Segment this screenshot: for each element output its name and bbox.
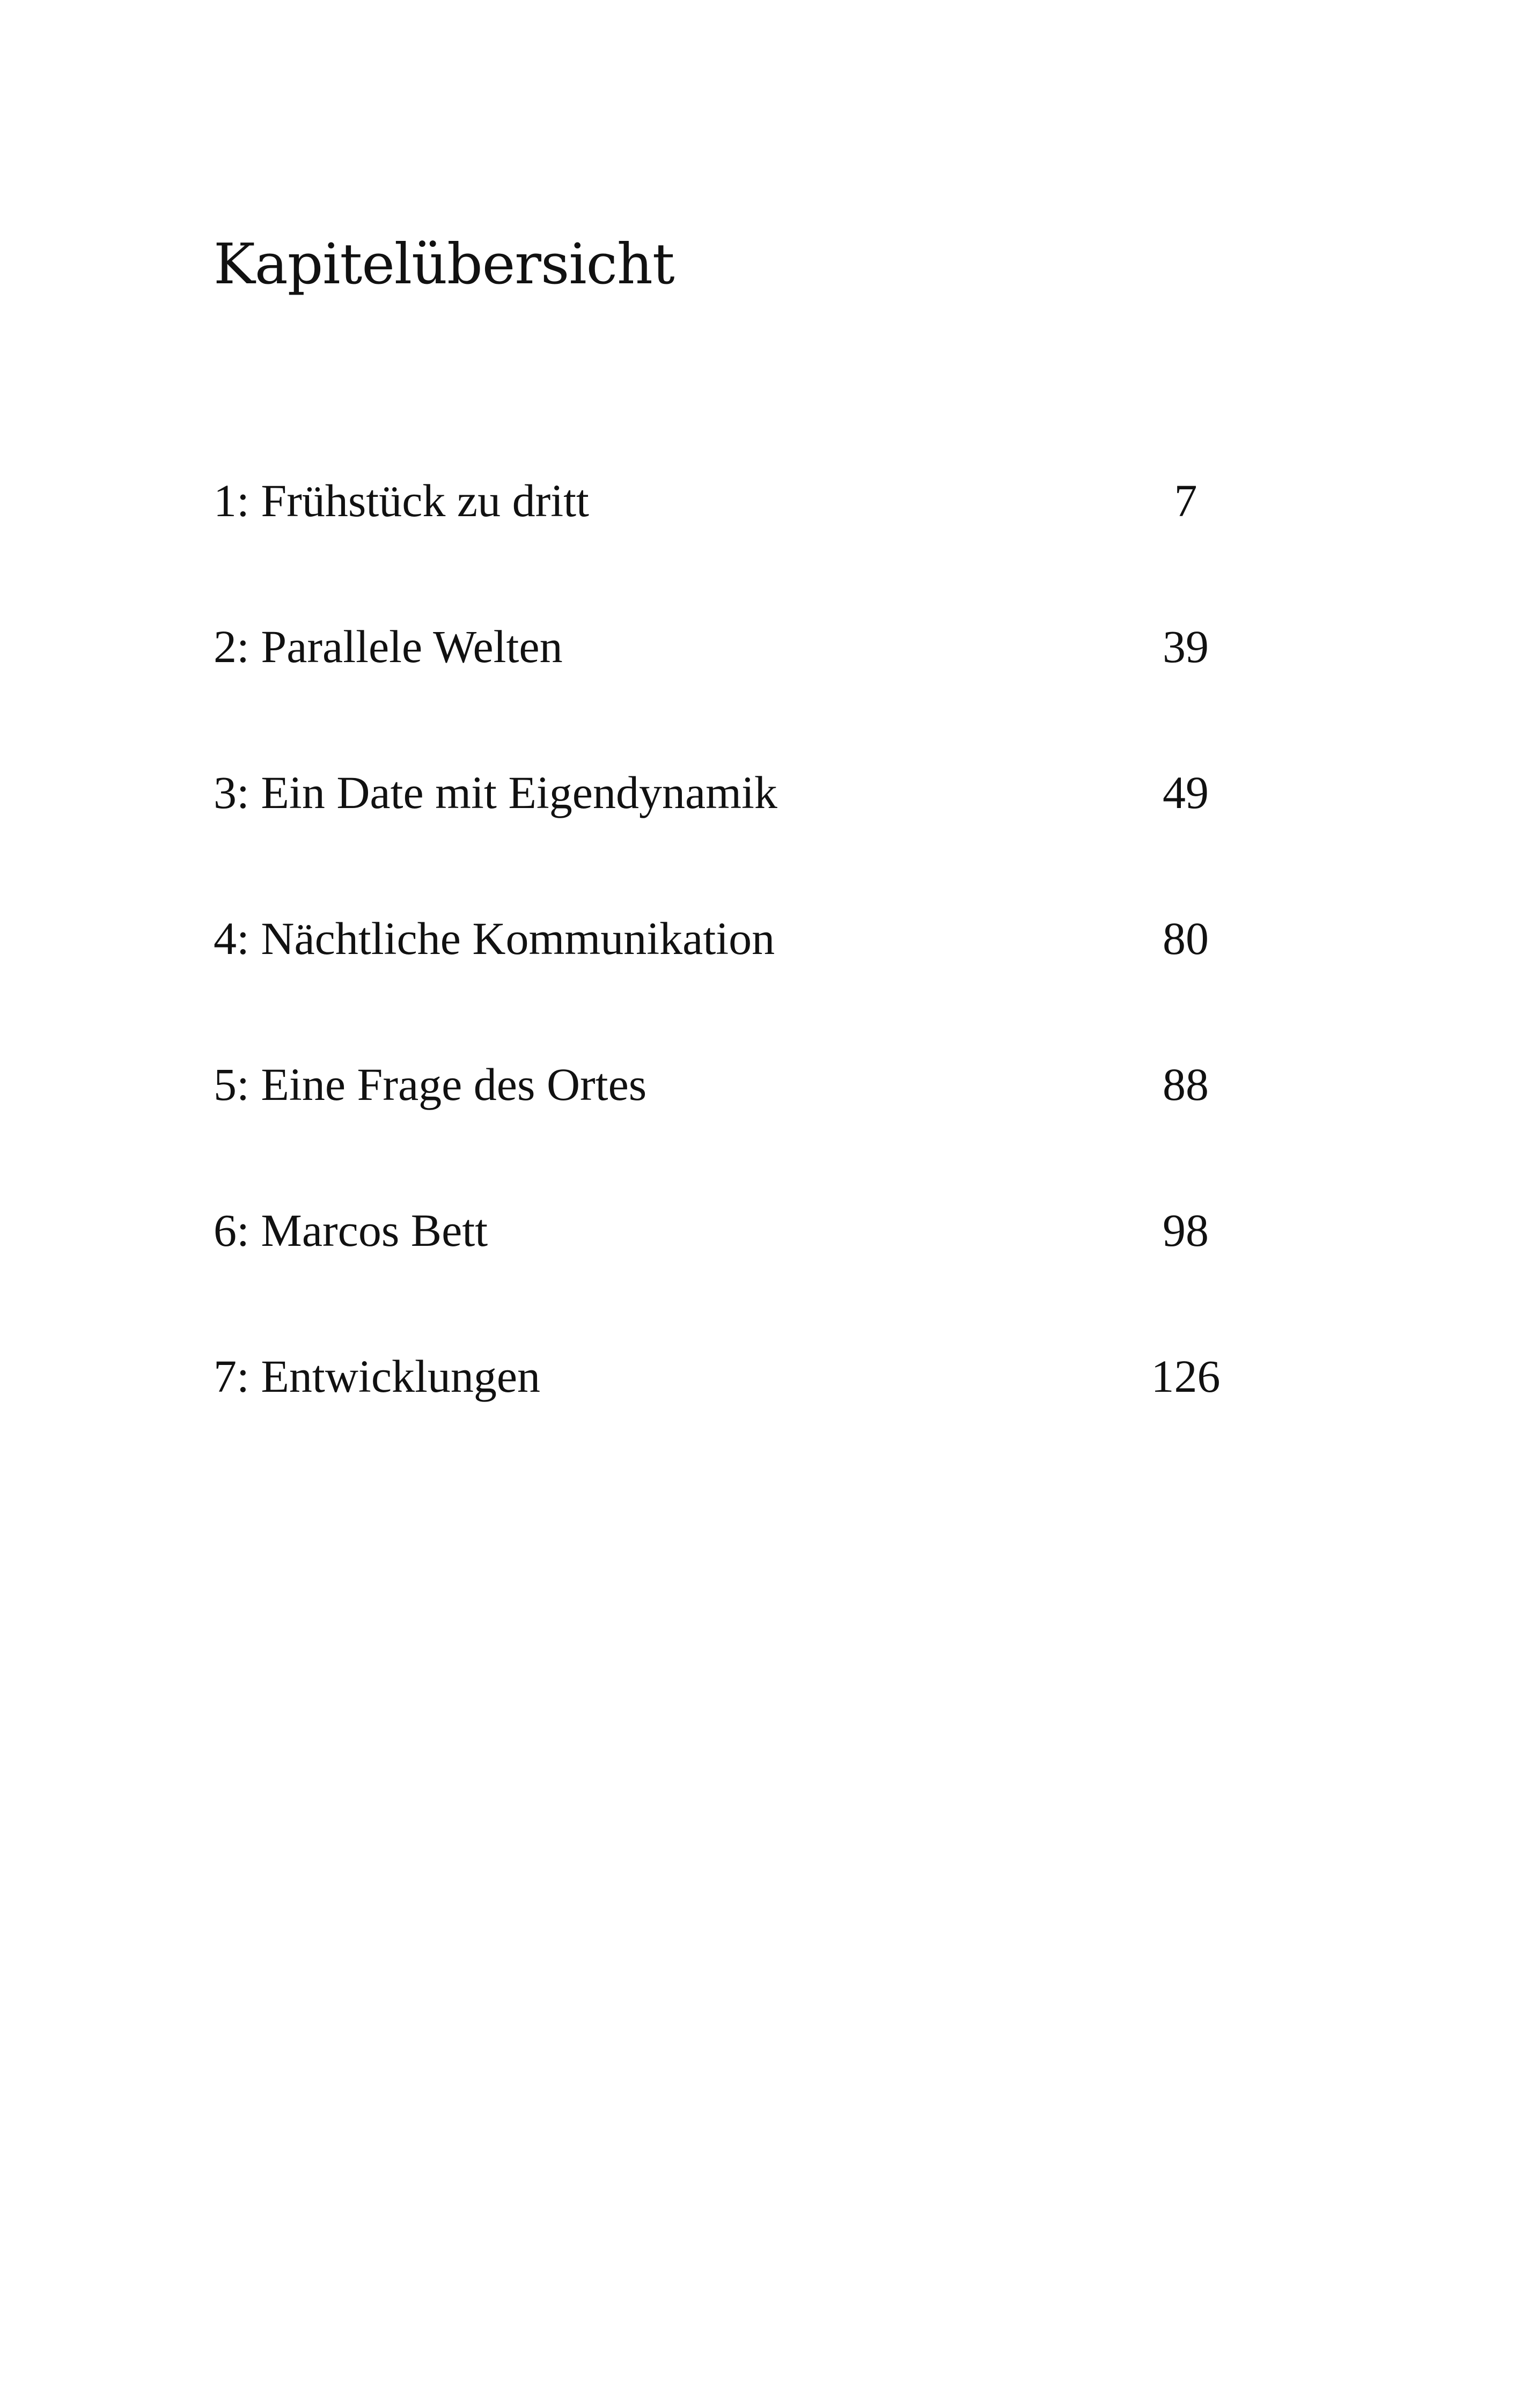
toc-entry-title: 7: Entwicklungen — [214, 1350, 541, 1402]
toc-entry-page-number: 49 — [1163, 767, 1209, 818]
toc-entry-5 — [214, 1061, 1233, 1207]
toc-entry-title: 5: Eine Frage des Ortes — [214, 1059, 647, 1110]
toc-list — [214, 475, 1233, 1499]
toc-entry-title: 1: Frühstück zu dritt — [214, 475, 589, 526]
toc-entry-page-number: 39 — [1163, 621, 1209, 672]
toc-entry-6 — [214, 1207, 1233, 1353]
toc-entry-title: 4: Nächtliche Kommunikation — [214, 913, 775, 964]
toc-entry-page-number: 126 — [1151, 1350, 1221, 1402]
toc-entry-title: 3: Ein Date mit Eigendynamik — [214, 767, 777, 818]
toc-entry-page-number: 88 — [1163, 1059, 1209, 1110]
toc-entry-title: 6: Marcos Bett — [214, 1205, 488, 1256]
toc-entry-2 — [214, 623, 1233, 769]
toc-entry-page-number: 80 — [1163, 913, 1209, 964]
toc-entry-3 — [214, 769, 1233, 915]
toc-entry-title: 2: Parallele Welten — [214, 621, 563, 672]
toc-entry-7 — [214, 1350, 1233, 1499]
toc-entry-4 — [214, 915, 1233, 1061]
toc-heading: Kapitelübersicht — [214, 231, 674, 297]
toc-entry-1 — [214, 475, 1233, 623]
toc-entry-page-number: 7 — [1174, 475, 1197, 526]
toc-entry-page-number: 98 — [1163, 1205, 1209, 1256]
